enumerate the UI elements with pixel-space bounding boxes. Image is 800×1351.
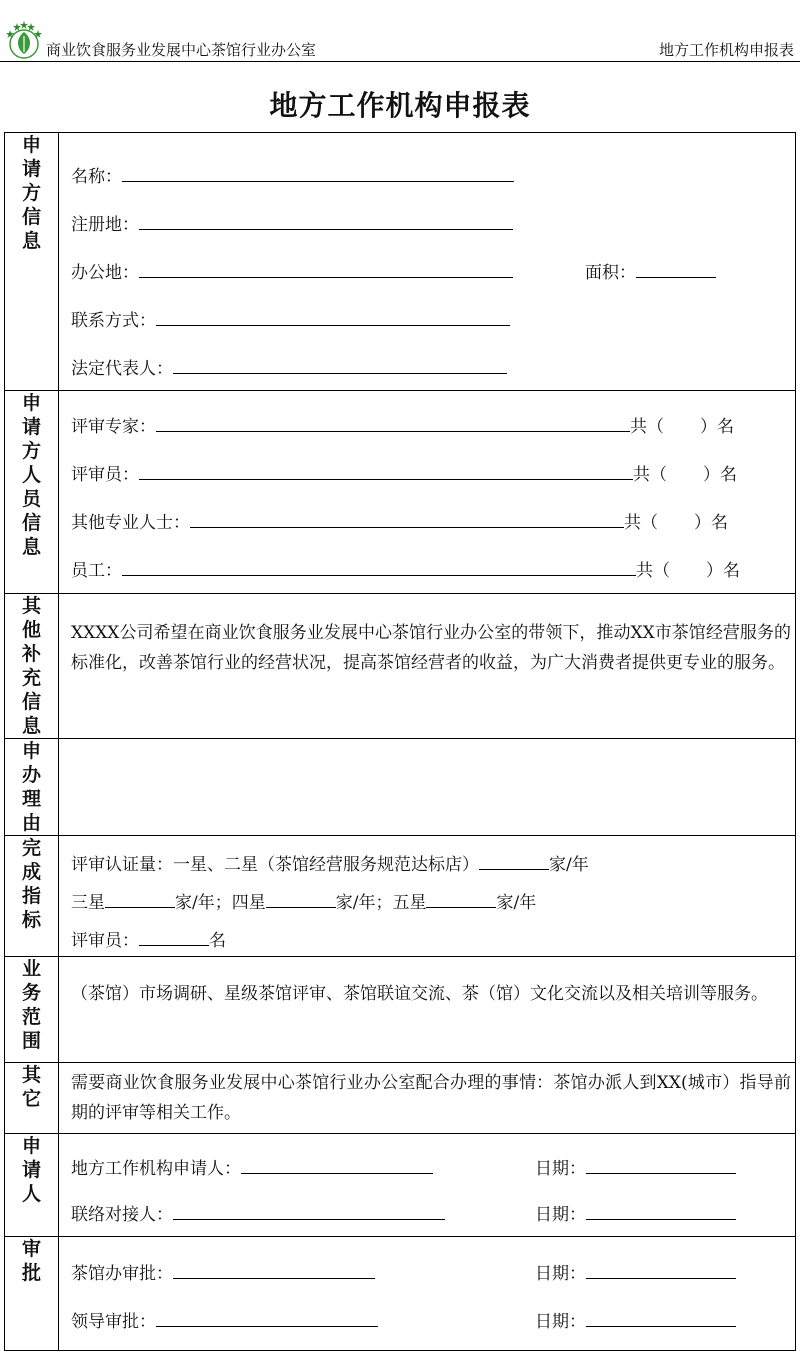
name-row: 名称： [71,162,514,187]
targets-row-1: 评审认证量：一星、二星（茶馆经营服务规范达标店） 家/年 [71,850,589,875]
section-personnel-info [5,391,796,594]
five-star-field[interactable] [426,889,496,908]
other-professionals-field[interactable] [190,509,624,528]
leader-approval-row: 领导审批： [71,1307,378,1332]
section-label-targets: 完成指标 [5,836,59,957]
three-star-field[interactable] [105,889,175,908]
document-type: 地方工作机构申报表 [658,41,794,59]
reason-field[interactable] [59,739,796,836]
organization-name: 商业饮食服务业发展中心茶馆行业办公室 [46,41,317,59]
liaison-row: 联络对接人： [71,1200,445,1225]
office-address-field[interactable] [139,259,513,278]
section-applicant [5,1134,796,1237]
org-applicant-field[interactable] [241,1155,433,1174]
office-address-row: 办公地： [71,258,513,283]
area-field[interactable] [636,259,716,278]
section-scope [5,957,796,1063]
approval-date-field-1[interactable] [586,1260,736,1279]
org-applicant-row: 地方工作机构申请人： [71,1154,433,1179]
section-reason [5,739,796,836]
section-label-other-info: 其他补充信息 [5,594,59,739]
approval-date-row-1: 日期： [535,1259,736,1284]
legal-rep-row: 法定代表人： [71,354,507,379]
registered-address-row: 注册地： [71,210,513,235]
section-applicant-info [5,133,796,391]
registered-address-field[interactable] [139,211,513,230]
section-other-info [5,594,796,739]
applicant-date-field-2[interactable] [586,1201,736,1220]
approval-date-field-2[interactable] [586,1308,736,1327]
applicant-date-row-1: 日期： [535,1154,736,1179]
liaison-field[interactable] [173,1201,445,1220]
other-text: 需要商业饮食服务业发展中心茶馆行业办公室配合办理的事情：茶馆办派人到XX(城市）指导前期的评审等相关工作。 [71,1073,791,1123]
experts-field[interactable] [156,413,630,432]
application-form-table [4,132,796,1351]
four-star-field[interactable] [266,889,336,908]
section-label-reason: 申办理由 [5,739,59,836]
one-two-star-field[interactable] [479,851,549,870]
contact-row: 联系方式： [71,306,510,331]
section-label-scope: 业务范围 [5,957,59,1063]
experts-row: 评审专家： 共（ ）名 [71,412,734,437]
other-professionals-row: 其他专业人士： 共（ ）名 [71,508,728,533]
staff-field[interactable] [122,557,636,576]
name-field[interactable] [122,163,514,182]
targets-row-3: 评审员： 名 [71,926,226,951]
staff-row: 员工： 共（ ）名 [71,556,740,581]
section-other [5,1063,796,1134]
target-reviewer-field[interactable] [139,927,209,946]
section-label-personnel-info: 申请方人员信息 [5,391,59,594]
other-info-text: XXXX公司希望在商业饮食服务业发展中心茶馆行业办公室的带领下，推动XX市茶馆经营服务的标准化，改善茶馆行业的经营状况，提高茶馆经营者的收益，为广大消费者提供更专业的服务。 [71,623,791,673]
section-label-applicant: 申请人 [5,1134,59,1237]
office-approval-row: 茶馆办审批： [71,1259,375,1284]
area-row: 面积： [585,258,716,283]
approval-date-row-2: 日期： [535,1307,736,1332]
section-label-other: 其它 [5,1063,59,1134]
scope-text: （茶馆）市场调研、星级茶馆评审、茶馆联谊交流、茶（馆）文化交流以及相关培训等服务。 [71,984,768,1004]
contact-field[interactable] [156,307,510,326]
legal-rep-field[interactable] [173,355,507,374]
section-label-approval: 审批 [5,1237,59,1351]
page-title: 地方工作机构申报表 [269,89,531,122]
applicant-date-field-1[interactable] [586,1155,736,1174]
targets-row-2: 三星 家/年；四星 家/年；五星 家/年 [71,888,536,913]
reviewers-row: 评审员： 共（ ）名 [71,460,737,485]
leader-approval-field[interactable] [156,1308,378,1327]
applicant-date-row-2: 日期： [535,1200,736,1225]
reviewers-field[interactable] [139,461,633,480]
office-approval-field[interactable] [173,1260,375,1279]
section-approval [5,1237,796,1351]
section-targets [5,836,796,957]
header-rule [0,61,800,62]
tea-leaf-logo-icon [4,20,44,60]
page-header [0,0,800,62]
section-label-applicant-info: 申请方信息 [5,133,59,391]
